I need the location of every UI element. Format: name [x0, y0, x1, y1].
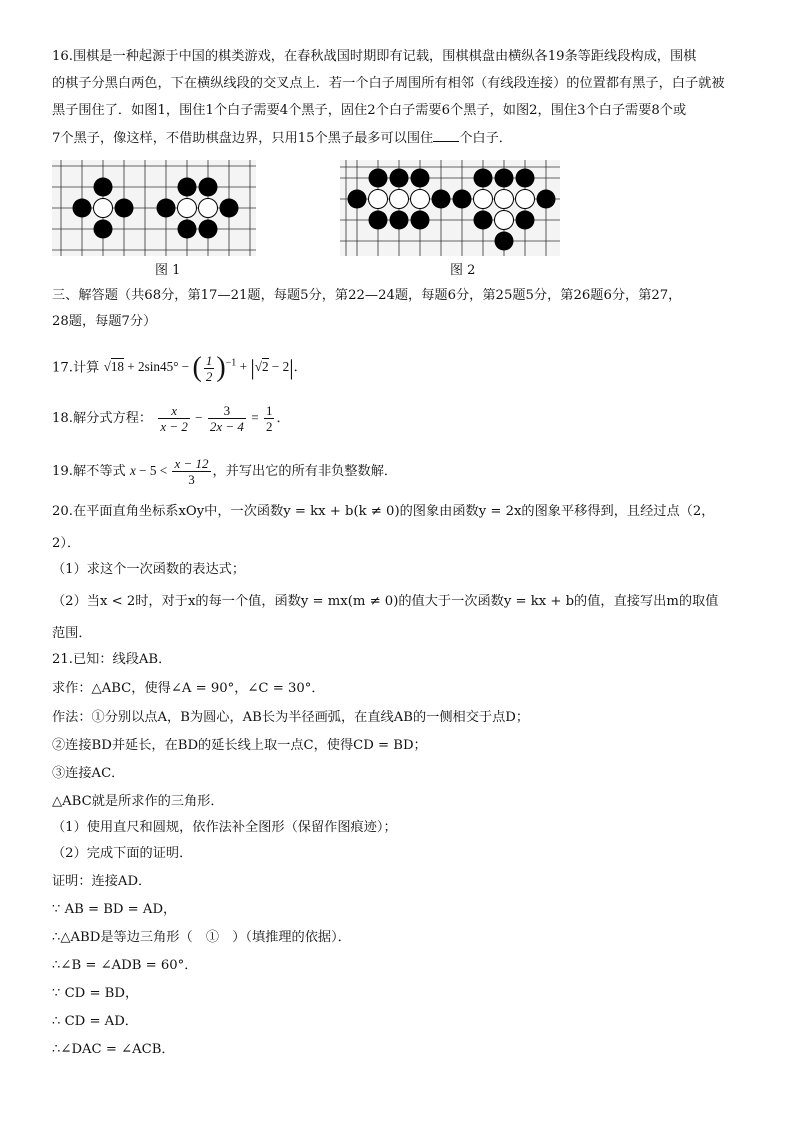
q18-equation: $\frac{x}{x - 2}$ − $\frac{3}{2x - 4}$ = $\frac{1}{2}$ ． — [160, 403, 290, 435]
black-stone — [199, 178, 218, 197]
q21-line-11: ∴△ABD是等边三角形（ ① ）（填推理的依据）． — [52, 930, 351, 945]
q19-inequality: x − 5 < $\frac{x - 12}{3}$ — [129, 456, 209, 488]
q19 — [52, 451, 754, 491]
white-stone — [495, 211, 514, 230]
black-stone — [178, 178, 197, 197]
q18-prefix: 18.解分式方程： — [52, 411, 153, 426]
go-board-figure-2 — [340, 160, 560, 256]
white-stone — [495, 190, 514, 209]
black-stone — [178, 220, 197, 239]
q17-prefix: 17.计算 — [52, 360, 100, 376]
black-stone — [411, 211, 430, 230]
black-stone — [474, 211, 493, 230]
q16-line-1: 16.围棋是一种起源于中国的棋类游戏，在春秋战国时期即有记载，围棋棋盘由横纵各19条等距线段构成，围棋 — [52, 49, 697, 64]
black-stone — [348, 190, 367, 209]
answer-blank — [433, 129, 459, 142]
q16-line-3: 黑子围住了．如图1，围住1个白子需要4个黑子，固住2个白子需要6个黑子，如图2，围住3个白子需要8个或 — [52, 103, 687, 118]
black-stone — [516, 169, 535, 188]
white-stone — [369, 190, 388, 209]
q20-line-1: 20.在平面直角坐标系xOy中，一次函数y = kx + b(k ≠ 0)的图象由函数y = 2x的图象平移得到，且经过点（2， — [52, 504, 715, 519]
white-stone — [474, 190, 493, 209]
q21-line-14: ∴ CD = AD． — [52, 1014, 138, 1029]
white-stone — [94, 199, 113, 218]
q21-line-13: ∵ CD = BD， — [52, 986, 139, 1001]
black-stone — [390, 211, 409, 230]
go-board-figure-1 — [52, 160, 256, 256]
white-stone — [199, 199, 218, 218]
black-stone — [369, 211, 388, 230]
black-stone — [411, 169, 430, 188]
q21-line-8: （2）完成下面的证明． — [52, 846, 193, 861]
black-stone — [73, 199, 92, 218]
black-stone — [94, 220, 113, 239]
white-stone — [411, 190, 430, 209]
black-stone — [94, 178, 113, 197]
q21-line-3: 作法：①分别以点A，B为圆心，AB长为半径画弧，在直线AB的一侧相交于点D； — [52, 710, 530, 725]
q21-line-4: ②连接BD并延长，在BD的延长线上取一点C，使得CD = BD； — [52, 738, 427, 753]
black-stone — [495, 169, 514, 188]
q21-line-7: （1）使用直尺和圆规，依作法补全图形（保留作图痕迹）； — [52, 820, 397, 835]
black-stone — [432, 190, 451, 209]
q20-part-2: （2）当x < 2时，对于x的每一个值，函数y = mx(m ≠ 0)的值大于一次函数y = kx + b的值，直接写出m的取值 — [52, 594, 719, 609]
black-stone — [516, 211, 535, 230]
q21-line-1: 21.已知：线段AB． — [52, 652, 172, 667]
black-stone — [537, 190, 556, 209]
q21-line-12: ∴∠B = ∠ADB = 60°． — [52, 958, 198, 973]
q21-line-2: 求作：△ABC，使得∠A = 90°，∠C = 30°． — [52, 681, 325, 696]
section-3-heading: 三、解答题（共68分，第17—21题，每题5分，第22—24题，每题6分，第25题5分，第26题6分，第27， — [52, 288, 682, 303]
q18 — [52, 398, 754, 438]
figure-2-caption: 图 2 — [450, 263, 476, 278]
black-stone — [220, 199, 239, 218]
q17 — [52, 344, 754, 384]
q21-line-15: ∴∠DAC = ∠ACB． — [52, 1042, 175, 1057]
white-stone — [390, 190, 409, 209]
q16-line-2: 的棋子分黑白两色，下在横纵线段的交叉点上．若一个白子周围所有相邻（有线段连接）的位置都有黑子，白子就被 — [52, 76, 725, 91]
q20-line-2: 2）． — [52, 536, 81, 551]
black-stone — [199, 220, 218, 239]
q20-part-1: （1）求这个一次函数的表达式； — [52, 562, 246, 577]
q16-line-4 — [52, 129, 754, 148]
black-stone — [115, 199, 134, 218]
black-stone — [453, 190, 472, 209]
q20-part-2-cont: 范围． — [52, 626, 92, 641]
q16-line-4-text: 7个黑子，像这样，不借助棋盘边界，只用15个黑子最多可以围住 — [52, 131, 434, 146]
white-stone — [516, 190, 535, 209]
q21-line-5: ③连接AC． — [52, 766, 125, 781]
figure-1-caption: 图 1 — [155, 263, 181, 278]
black-stone — [157, 199, 176, 218]
black-stone — [495, 232, 514, 251]
q17-expression: √18 + 2sin45° − ( $\frac{1}{2}$ )$^{-1}$ + |√2 − 2|． — [103, 352, 307, 384]
q19-prefix: 19.解不等式 — [52, 464, 126, 479]
black-stone — [390, 169, 409, 188]
q21-line-9: 证明：连接AD． — [52, 874, 152, 889]
q19-suffix: ，并写出它的所有非负整数解． — [212, 464, 398, 479]
section-3-heading-cont: 28题，每题7分） — [52, 314, 157, 329]
q21-line-10: ∵ AB = BD = AD， — [52, 902, 177, 917]
black-stone — [369, 169, 388, 188]
q16-line-4-end: 个白子． — [459, 131, 512, 146]
q21-line-6: △ABC就是所求作的三角形． — [52, 794, 224, 809]
white-stone — [178, 199, 197, 218]
black-stone — [474, 169, 493, 188]
